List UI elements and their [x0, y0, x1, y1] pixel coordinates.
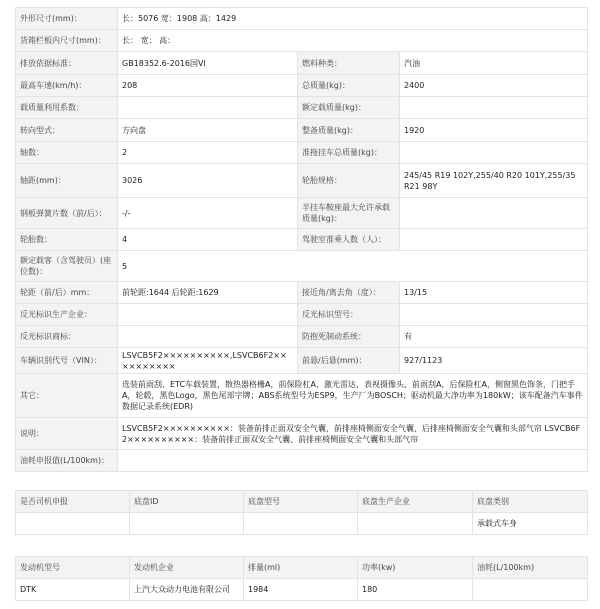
chassis-header-cell: 底盘类别	[473, 491, 588, 513]
trailer-mass-label: 准拖挂车总质量(kg)：	[298, 142, 400, 164]
emission-value: GB18352.6-2016国VI	[118, 52, 298, 75]
curb-mass-value: 1920	[400, 119, 588, 142]
overhang-label: 前悬/后悬(mm)：	[298, 348, 400, 374]
vehicle-spec-table	[15, 7, 588, 472]
chassis-header-row	[16, 491, 588, 513]
vin-label: 车辆识别代号（VIN）：	[16, 348, 118, 374]
chassis-header-cell: 底盘生产企业	[358, 491, 473, 513]
chassis-header-cell: 底盘ID	[130, 491, 244, 513]
engine-power-cell: 180	[358, 579, 473, 601]
dims-label: 外形尺寸(mm)：	[16, 8, 118, 30]
total-mass-value: 2400	[400, 75, 588, 97]
cargo-label: 货箱栏板内尺寸(mm)：	[16, 30, 118, 52]
dims-value: 长：5076 宽：1908 高：1429	[118, 8, 588, 30]
note-label: 说明：	[16, 418, 118, 450]
spec-row-refl-maker	[16, 304, 588, 326]
chassis-cell	[16, 513, 130, 535]
spec-row-fuel-report	[16, 450, 588, 472]
chassis-cell	[244, 513, 358, 535]
fuel-value: 汽油	[400, 52, 588, 75]
trailer-mass-value	[400, 142, 588, 164]
rated-load-label: 额定载质量(kg)：	[298, 97, 400, 119]
tires-label: 轮胎规格：	[298, 164, 400, 198]
chassis-data-row	[16, 513, 588, 535]
saddle-value	[400, 198, 588, 229]
cab-pass-value	[400, 229, 588, 251]
spec-row-mass-util	[16, 97, 588, 119]
spec-row-note	[16, 418, 588, 450]
overhang-value: 927/1123	[400, 348, 588, 374]
refl-brand-label: 反光标识商标：	[16, 326, 118, 348]
engine-header-cell: 油耗(L/100km)	[473, 557, 588, 579]
engine-header-cell: 发动机企业	[130, 557, 244, 579]
chassis-header-cell: 底盘型号	[244, 491, 358, 513]
spec-row-seats	[16, 251, 588, 282]
rated-load-value	[400, 97, 588, 119]
spec-row-tire-count	[16, 229, 588, 251]
engine-header-cell: 排量(ml)	[244, 557, 358, 579]
refl-model-value	[400, 304, 588, 326]
track-value: 前轮距:1644 后轮距:1629	[118, 282, 298, 304]
chassis-table	[15, 490, 588, 535]
refl-maker-value	[118, 304, 298, 326]
engine-table	[15, 556, 588, 601]
fuel-report-value	[118, 450, 588, 472]
spec-row-springs	[16, 198, 588, 229]
steering-label: 转向型式：	[16, 119, 118, 142]
engine-header-cell: 功率(kw)	[358, 557, 473, 579]
abs-value: 有	[400, 326, 588, 348]
chassis-header-cell: 是否司机申报	[16, 491, 130, 513]
tire-count-label: 轮胎数：	[16, 229, 118, 251]
spec-row-wheelbase	[16, 164, 588, 198]
wheelbase-label: 轴距(mm)：	[16, 164, 118, 198]
tire-count-value: 4	[118, 229, 298, 251]
seats-label: 额定载客（含驾驶员）(座位数)：	[16, 251, 118, 282]
spec-row-emission	[16, 52, 588, 75]
track-label: 轮距（前/后）mm：	[16, 282, 118, 304]
axles-label: 轴数：	[16, 142, 118, 164]
chassis-cell: 承载式车身	[473, 513, 588, 535]
axles-value: 2	[118, 142, 298, 164]
chassis-cell	[130, 513, 244, 535]
total-mass-label: 总质量(kg)：	[298, 75, 400, 97]
spec-row-other	[16, 374, 588, 418]
engine-displacement-cell: 1984	[244, 579, 358, 601]
spec-row-refl-brand	[16, 326, 588, 348]
refl-brand-value	[118, 326, 298, 348]
spec-row-vin	[16, 348, 588, 374]
refl-maker-label: 反光标识生产企业：	[16, 304, 118, 326]
engine-header-row	[16, 557, 588, 579]
engine-model-cell: DTK	[16, 579, 130, 601]
chassis-cell	[358, 513, 473, 535]
steering-value: 方向盘	[118, 119, 298, 142]
saddle-label: 半挂车鞍座最大允许承载质量(kg)：	[298, 198, 400, 229]
springs-label: 钢板弹簧片数（前/后）：	[16, 198, 118, 229]
vin-value: LSVCB5F2××××××××××,LSVCB6F2××××××××××	[118, 348, 298, 374]
note-value: LSVCB5F2××××××××××：装备前排正面双安全气囊、前排座椅侧面安全气囊、后排座椅侧面安全气囊和头部气帘 LSVCB6F2××××××××××：装备前排正面双安全气囊、前排座椅侧面安全气囊和头部气帘	[118, 418, 588, 450]
angles-value: 13/15	[400, 282, 588, 304]
cargo-value: 长： 宽： 高：	[118, 30, 588, 52]
spec-row-axles	[16, 142, 588, 164]
engine-header-cell: 发动机型号	[16, 557, 130, 579]
tires-value: 245/45 R19 102Y,255/40 R20 101Y,255/35 R21 98Y	[400, 164, 588, 198]
emission-label: 排放依据标准：	[16, 52, 118, 75]
spec-row-cargo	[16, 30, 588, 52]
fuel-report-label: 油耗申报值(L/100km)：	[16, 450, 118, 472]
speed-value: 208	[118, 75, 298, 97]
spec-row-dims	[16, 8, 588, 30]
spec-row-speed	[16, 75, 588, 97]
speed-label: 最高车速(km/h)：	[16, 75, 118, 97]
engine-fuel-cell	[473, 579, 588, 601]
spec-row-steering	[16, 119, 588, 142]
curb-mass-label: 整备质量(kg)：	[298, 119, 400, 142]
other-label: 其它：	[16, 374, 118, 418]
refl-model-label: 反光标识型号：	[298, 304, 400, 326]
other-value: 选装前雨刮、ETC车载装置，散热器格栅A，前保险杠A，激光雷达，表视摄像头，前雨刮A，后保险杠A，侧窗黑色饰条，门把手A，轮毂，黑色Logo，黑色尾部字牌；ABS系统型号为ESP9，生产厂为BOSCH；驱动机最大净功率为180kW；该车配备汽车事件数据记录系统(EDR)	[118, 374, 588, 418]
abs-label: 防抱死制动系统：	[298, 326, 400, 348]
engine-maker-cell: 上汽大众动力电池有限公司	[130, 579, 244, 601]
fuel-label: 燃料种类：	[298, 52, 400, 75]
mass-util-label: 载质量利用系数：	[16, 97, 118, 119]
seats-value: 5	[118, 251, 588, 282]
wheelbase-value: 3026	[118, 164, 298, 198]
angles-label: 接近角/离去角（度）：	[298, 282, 400, 304]
springs-value: -/-	[118, 198, 298, 229]
mass-util-value	[118, 97, 298, 119]
engine-data-row	[16, 579, 588, 601]
spec-row-track	[16, 282, 588, 304]
cab-pass-label: 驾驶室准乘人数（人）：	[298, 229, 400, 251]
